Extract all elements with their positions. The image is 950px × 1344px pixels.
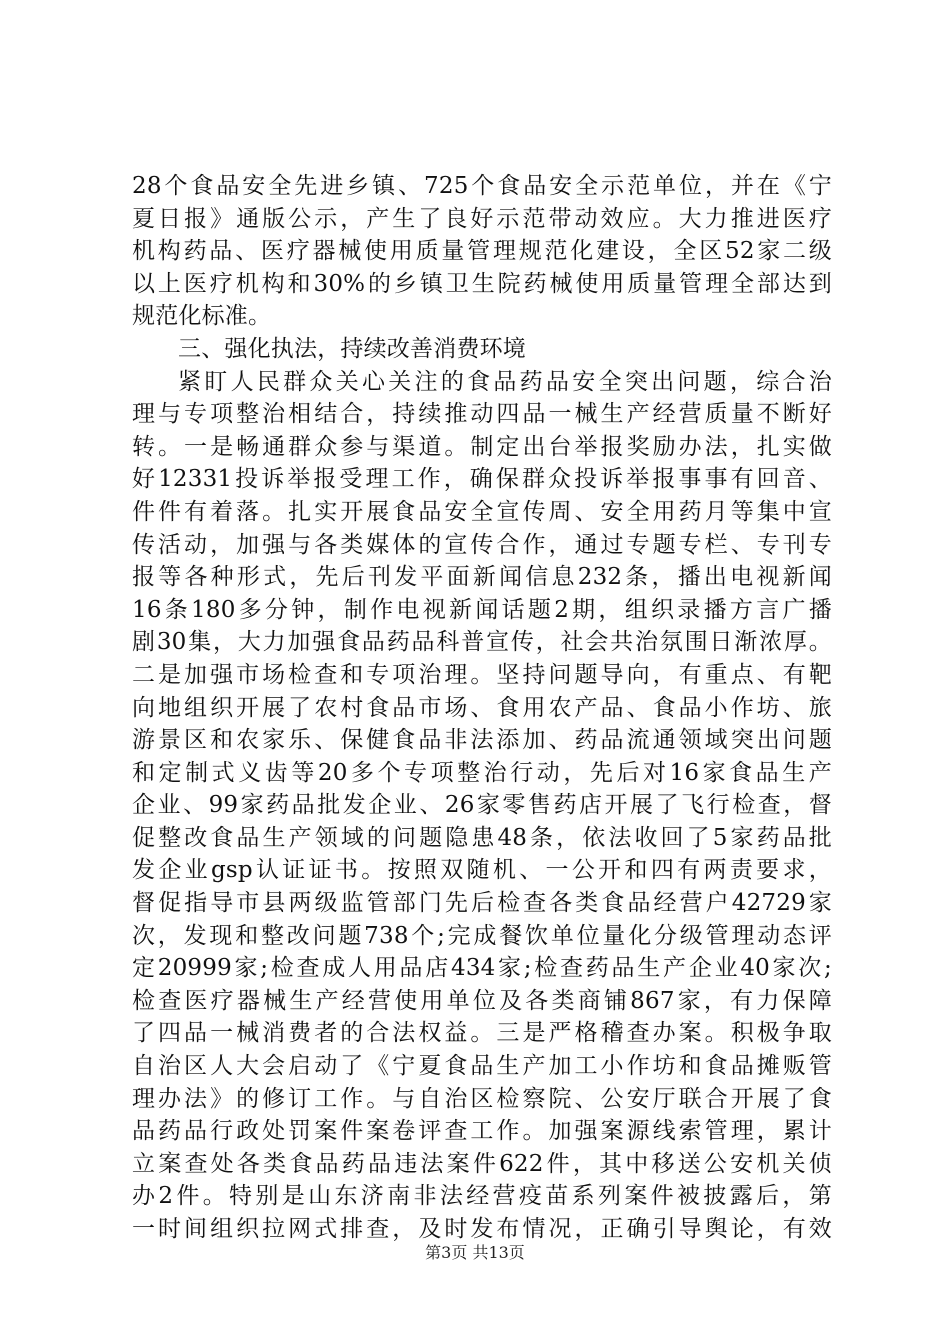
text-line: 定20999家;检查成人用品店434家;检查药品生产企业40家次; bbox=[132, 955, 832, 982]
text-line: 企业、99家药品批发企业、26家零售药店开展了飞行检查，督 bbox=[132, 792, 832, 819]
text-line: 报等各种形式，先后刊发平面新闻信息232条，播出电视新闻 bbox=[132, 564, 832, 591]
text-line: 次，发现和整改问题738个;完成餐饮单位量化分级管理动态评 bbox=[132, 922, 832, 949]
text-line: 夏日报》通版公示，产生了良好示范带动效应。大力推进医疗 bbox=[132, 205, 832, 232]
text-line: 促整改食品生产领域的问题隐患48条，依法收回了5家药品批 bbox=[132, 824, 832, 851]
text-line: 二是加强市场检查和专项治理。坚持问题导向，有重点、有靶 bbox=[132, 661, 832, 688]
text-line: 好12331投诉举报受理工作，确保群众投诉举报事事有回音、 bbox=[132, 466, 832, 493]
text-line: 理办法》的修订工作。与自治区检察院、公安厅联合开展了食 bbox=[132, 1085, 832, 1112]
text-line: 规范化标准。 bbox=[132, 303, 272, 330]
text-line: 剧30集，大力加强食品药品科普宣传，社会共治氛围日渐浓厚。 bbox=[132, 629, 832, 656]
text-line: 一时间组织拉网式排查，及时发布情况，正确引导舆论，有效 bbox=[132, 1216, 832, 1242]
document-body bbox=[132, 170, 832, 1246]
text-line: 传活动，加强与各类媒体的宣传合作，通过专题专栏、专刊专 bbox=[132, 531, 832, 558]
text-line: 转。一是畅通群众参与渠道。制定出台举报奖励办法，扎实做 bbox=[132, 433, 832, 460]
text-line: 和定制式义齿等20多个专项整治行动，先后对16家食品生产 bbox=[132, 759, 832, 786]
text-line: 机构药品、医疗器械使用质量管理规范化建设，全区52家二级 bbox=[132, 238, 832, 265]
text-line: 紧盯人民群众关心关注的食品药品安全突出问题，综合治 bbox=[178, 368, 832, 395]
text-line: 16条180多分钟，制作电视新闻话题2期，组织录播方言广播 bbox=[132, 596, 832, 623]
section-heading: 三、强化执法，持续改善消费环境 bbox=[178, 335, 526, 362]
text-line: 立案查处各类食品药品违法案件622件，其中移送公安机关侦 bbox=[132, 1150, 832, 1177]
text-line: 以上医疗机构和30%的乡镇卫生院药械使用质量管理全部达到 bbox=[132, 270, 832, 297]
text-line: 28个食品安全先进乡镇、725个食品安全示范单位，并在《宁 bbox=[132, 173, 832, 199]
text-line: 理与专项整治相结合，持续推动四品一械生产经营质量不断好 bbox=[132, 401, 832, 428]
text-line: 品药品行政处罚案件案卷评查工作。加强案源线索管理，累计 bbox=[132, 1118, 832, 1145]
text-line: 向地组织开展了农村食品市场、食用农产品、食品小作坊、旅 bbox=[132, 694, 832, 721]
text-line: 件件有着落。扎实开展食品安全宣传周、安全用药月等集中宣 bbox=[132, 498, 832, 525]
text-line: 自治区人大会启动了《宁夏食品生产加工小作坊和食品摊贩管 bbox=[132, 1053, 832, 1080]
text-line: 办2件。特别是山东济南非法经营疫苗系列案件被披露后，第 bbox=[132, 1183, 832, 1210]
text-line: 发企业gsp认证证书。按照双随机、一公开和四有两责要求， bbox=[132, 857, 832, 884]
text-line: 游景区和农家乐、保健食品非法添加、药品流通领域突出问题 bbox=[132, 727, 832, 754]
text-line: 督促指导市县两级监管部门先后检查各类食品经营户42729家 bbox=[132, 890, 832, 917]
text-line: 检查医疗器械生产经营使用单位及各类商铺867家，有力保障 bbox=[132, 987, 832, 1014]
page-number: 第3页 共13页 bbox=[425, 1243, 525, 1262]
text-line: 了四品一械消费者的合法权益。三是严格稽查办案。积极争取 bbox=[132, 1020, 832, 1047]
